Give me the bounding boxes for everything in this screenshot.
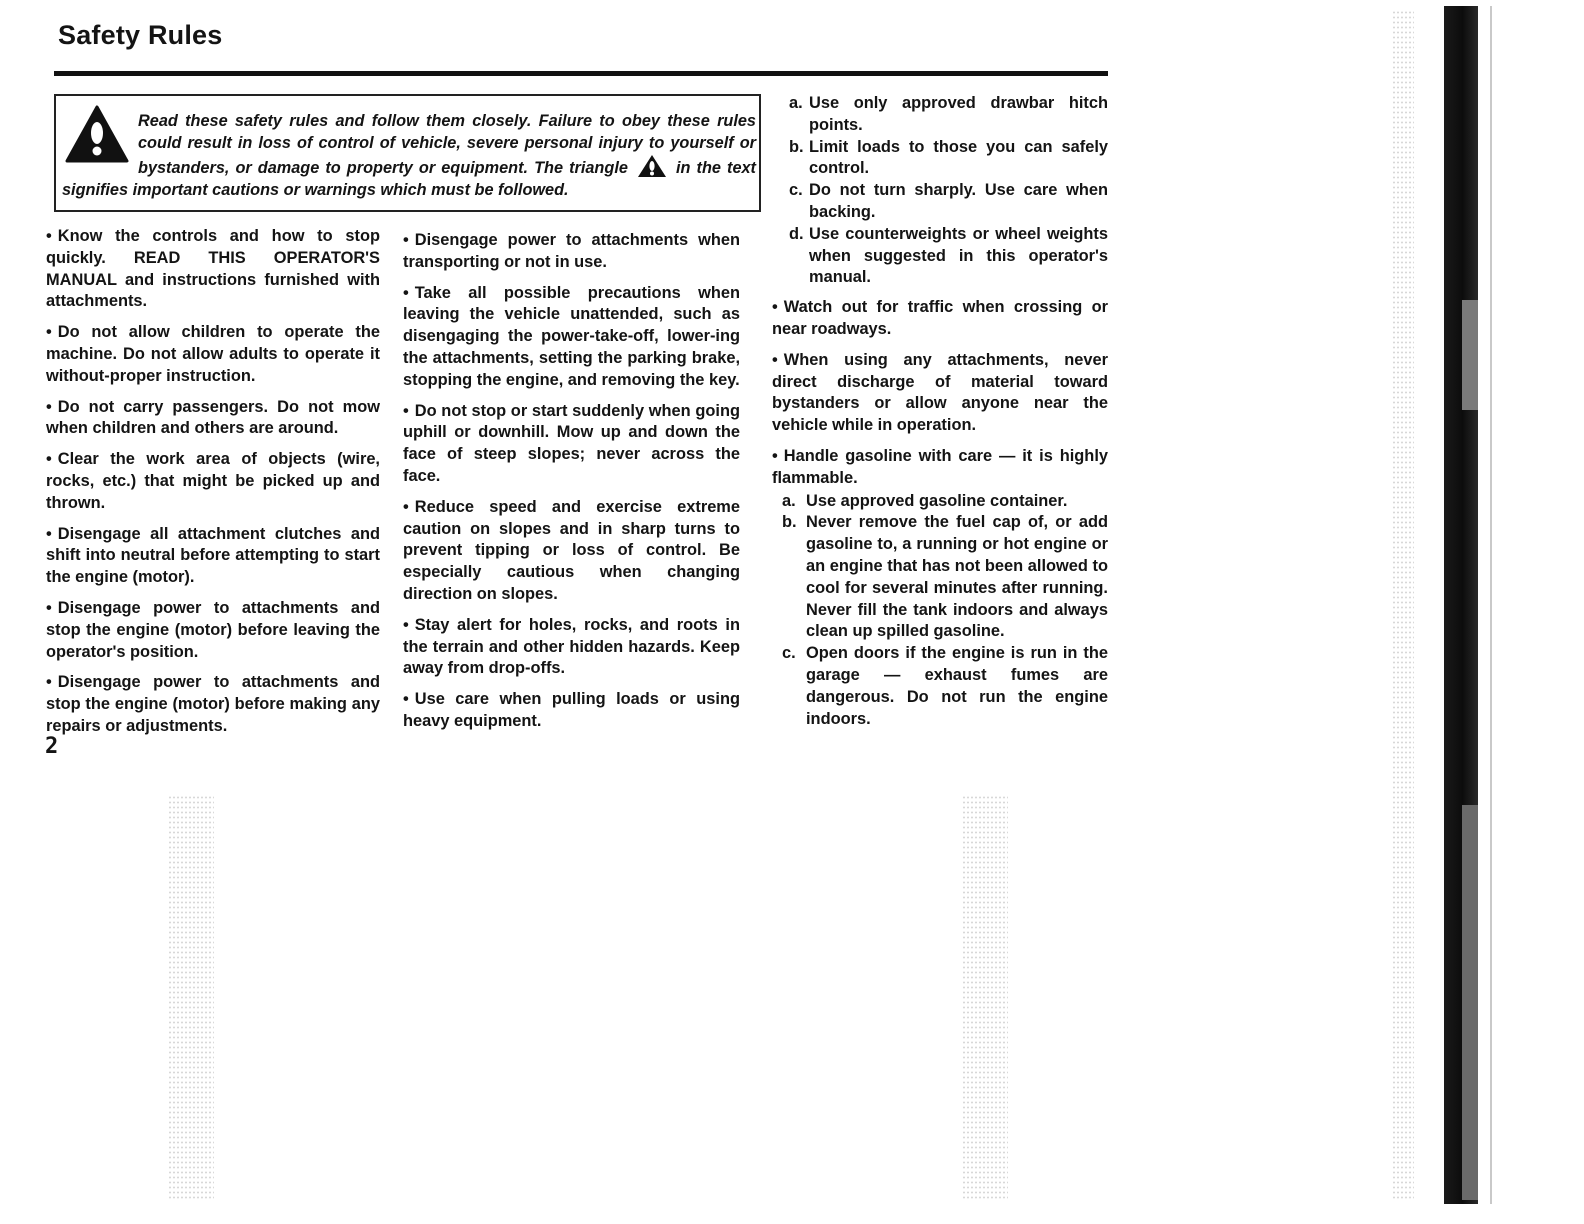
warning-triangle-icon bbox=[637, 154, 667, 178]
binding-edge bbox=[1490, 6, 1492, 1204]
rule-item: • Do not carry passengers. Do not mow when children and others are around. bbox=[46, 397, 380, 438]
rule-item: • Know the controls and how to stop quickly. READ THIS OPERATOR'S MANUAL and instructions furnished with attachments. bbox=[46, 227, 380, 311]
rule-item: • Do not stop or start suddenly when going uphill or downhill. Mow up and down the face of steep slopes; never across the face. bbox=[403, 401, 740, 485]
rules-column-3 bbox=[772, 93, 1108, 730]
page-number: 2 bbox=[45, 734, 59, 759]
rule-item: • Disengage power to attachments and stop the engine (motor) before making any repairs or adjustments. bbox=[46, 673, 380, 735]
page-title: Safety Rules bbox=[58, 20, 223, 50]
rule-item: • Stay alert for holes, rocks, and roots in the terrain and other hidden hazards. Keep away from drop-offs. bbox=[403, 615, 740, 678]
warning-text-after: in the text signifies important cautions or warnings which must be followed. bbox=[62, 159, 756, 199]
list-item: a. Use approved gasoline container. bbox=[782, 491, 1068, 510]
rules-column-1 bbox=[46, 226, 380, 747]
rule-item: • Disengage all attachment clutches and shift into neutral before attempting to start the engine (motor). bbox=[46, 524, 380, 587]
list-item: a. Use only approved drawbar hitch points. bbox=[789, 94, 1108, 134]
binding-edge bbox=[1462, 300, 1478, 410]
rules-column-2 bbox=[403, 230, 740, 742]
list-item: c. Open doors if the engine is run in the garage — exhaust fumes are dangerous. Do not run the engine indoors. bbox=[782, 644, 1108, 728]
rule-item: • Clear the work area of objects (wire, rocks, etc.) that might be picked up and thrown. bbox=[46, 450, 380, 512]
rule-item: • Disengage power to attachments and stop the engine (motor) before leaving the operator's position. bbox=[46, 598, 380, 661]
rule-item: • Use care when pulling loads or using heavy equipment. bbox=[403, 690, 740, 730]
rule-item: • Handle gasoline with care — it is highly flammable. bbox=[772, 446, 1108, 487]
rule-item: • Disengage power to attachments when transporting or not in use. bbox=[403, 231, 740, 271]
rule-item: • When using any attachments, never direct discharge of material toward bystanders or allow anyone near the vehicle while in operation. bbox=[772, 350, 1108, 435]
list-item: b. Limit loads to those you can safely control. bbox=[789, 137, 1108, 178]
warning-text bbox=[62, 110, 756, 201]
warning-box bbox=[54, 94, 761, 212]
scan-noise bbox=[962, 795, 1008, 1200]
list-item: d. Use counterweights or wheel weights when suggested in this operator's manual. bbox=[789, 224, 1108, 287]
rule-item: • Do not allow children to operate the machine. Do not allow adults to operate it without-proper instruction. bbox=[46, 323, 380, 385]
list-item: b. Never remove the fuel cap of, or add gasoline to, a running or hot engine or an engine that has not been allowed to cool for several minutes after running. Never fill the tank indoors and always clean up spilled gasoline. bbox=[782, 513, 1108, 641]
scan-noise bbox=[168, 795, 214, 1200]
rule-item: • Watch out for traffic when crossing or near roadways. bbox=[772, 298, 1108, 338]
list-item: c. Do not turn sharply. Use care when backing. bbox=[789, 181, 1108, 221]
scan-noise bbox=[1392, 10, 1414, 1200]
title-rule bbox=[54, 71, 1108, 76]
warning-text-before: Read these safety rules and follow them closely. Failure to obey these rules could result in loss of control of vehicle, severe personal injury to yourself or bystanders, or damage to property or equipment. The triangle bbox=[138, 112, 756, 177]
gasoline-list bbox=[772, 491, 1108, 731]
binding-edge bbox=[1462, 805, 1478, 1200]
towing-list bbox=[772, 93, 1108, 289]
rule-item: • Reduce speed and exercise extreme caution on slopes and in sharp turns to prevent tipping or loss of control. Be especially cautious when changing direction on slopes. bbox=[403, 497, 740, 603]
rule-item: • Take all possible precautions when leaving the vehicle unattended, such as disengaging the power-take-off, lower-ing the attachments, setting the parking brake, stopping the engine, and removing the key. bbox=[403, 283, 740, 389]
